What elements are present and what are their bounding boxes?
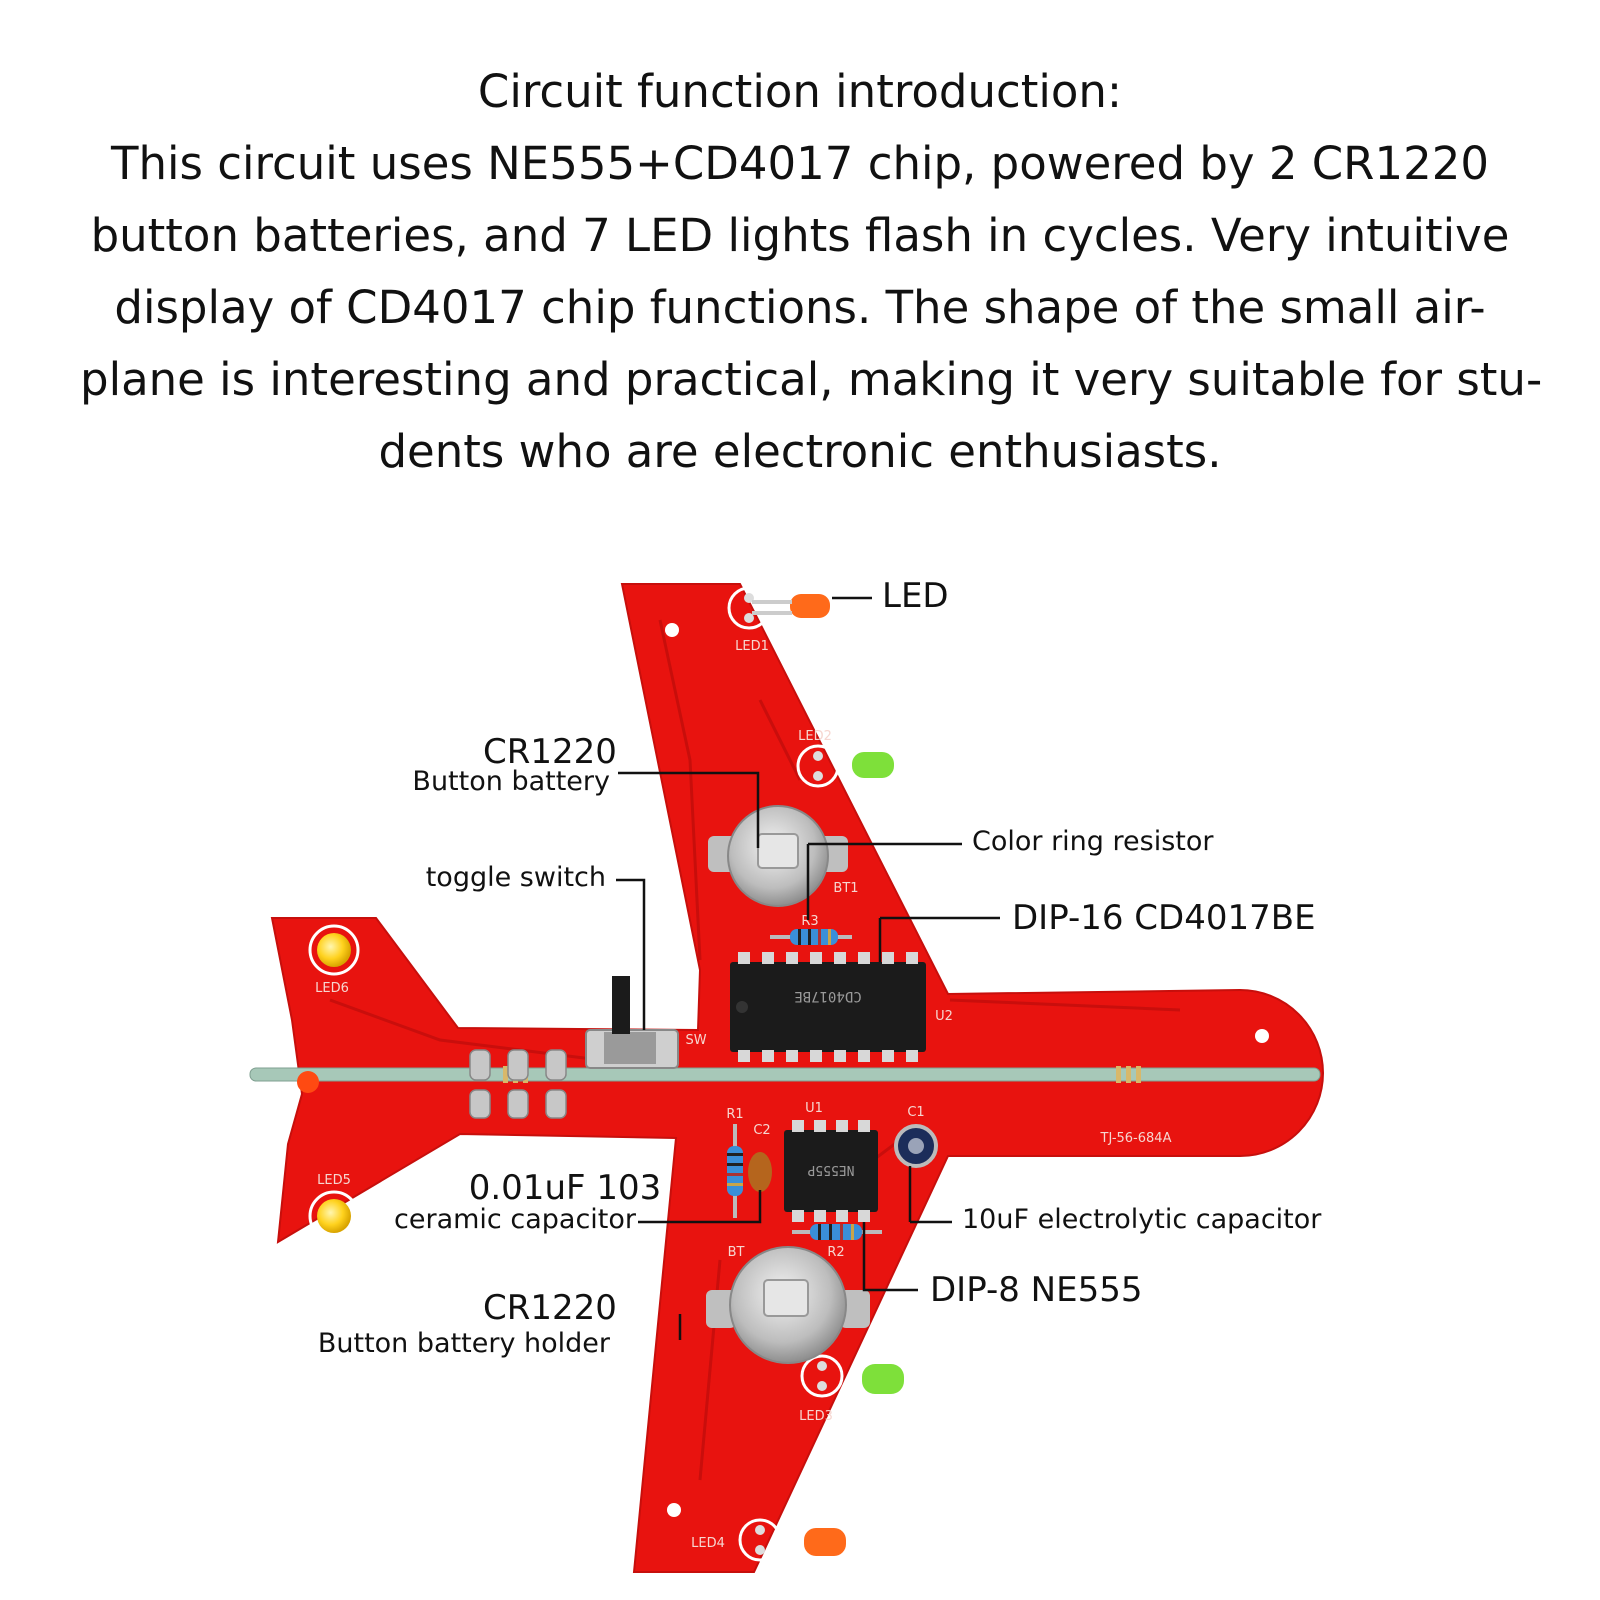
mounting-hole — [1255, 1029, 1269, 1043]
silk-u2: U2 — [935, 1009, 953, 1024]
callout-holder-desc: Button battery holder — [317, 1328, 610, 1359]
silk-led1: LED1 — [735, 639, 769, 654]
mounting-hole — [667, 1503, 681, 1517]
callout-holder-model: CR1220 — [483, 1288, 617, 1328]
mounting-hole — [665, 623, 679, 637]
intro-line: button batteries, and 7 LED lights flash in cycles. Very intuitive — [90, 209, 1510, 262]
silk-led6: LED6 — [315, 981, 349, 996]
callout-battery-top-model: CR1220 — [483, 732, 617, 772]
silk-c1: C1 — [907, 1105, 925, 1120]
ceramic-capacitor-c2 — [748, 1152, 772, 1192]
callout-resistor: Color ring resistor — [972, 826, 1214, 857]
intro-line: plane is interesting and practical, making it very suitable for stu- — [80, 353, 1543, 406]
electrolytic-capacitor-c1 — [896, 1126, 936, 1166]
chip-cd4017-marking: CD4017BE — [794, 988, 862, 1004]
intro-line: dents who are electronic enthusiasts. — [378, 425, 1222, 478]
callout-ceramic-value: 0.01uF 103 — [468, 1168, 662, 1208]
intro-line: This circuit uses NE555+CD4017 chip, powered by 2 CR1220 — [111, 137, 1489, 190]
silk-r2: R2 — [827, 1245, 845, 1260]
silk-bt: BT — [727, 1245, 745, 1260]
silk-board-code: TJ-56-684A — [1100, 1131, 1172, 1146]
silk-led5: LED5 — [317, 1173, 351, 1188]
silk-r3: R3 — [801, 914, 819, 929]
callout-ne555: DIP-8 NE555 — [930, 1270, 1143, 1310]
callout-ceramic-desc: ceramic capacitor — [394, 1204, 636, 1235]
silk-led3: LED3 — [799, 1409, 833, 1424]
silk-sw: SW — [685, 1033, 707, 1048]
toggle-switch-component — [586, 976, 678, 1068]
chip-ne555 — [784, 1120, 878, 1222]
tip-led-icon — [297, 1071, 319, 1093]
silk-r1: R1 — [726, 1107, 744, 1122]
intro-line: display of CD4017 chip functions. The shape of the small air- — [114, 281, 1486, 334]
callout-battery-top-desc: Button battery — [412, 766, 610, 797]
silk-bt1: BT1 — [833, 881, 859, 896]
callout-toggle-switch: toggle switch — [425, 862, 606, 893]
intro-heading: Circuit function introduction: — [477, 65, 1123, 118]
silk-c2: C2 — [753, 1123, 771, 1138]
silk-led2: LED2 — [798, 729, 832, 744]
callout-electrolytic: 10uF electrolytic capacitor — [962, 1204, 1322, 1235]
callout-led: LED — [882, 576, 949, 616]
wire-antenna — [250, 1068, 1320, 1081]
chip-ne555-marking: NE555P — [807, 1162, 855, 1177]
led6-component — [310, 926, 358, 974]
callout-cd4017: DIP-16 CD4017BE — [1012, 898, 1316, 938]
chip-cd4017 — [730, 952, 926, 1062]
silk-u1: U1 — [805, 1101, 823, 1116]
silk-led4: LED4 — [691, 1536, 725, 1551]
